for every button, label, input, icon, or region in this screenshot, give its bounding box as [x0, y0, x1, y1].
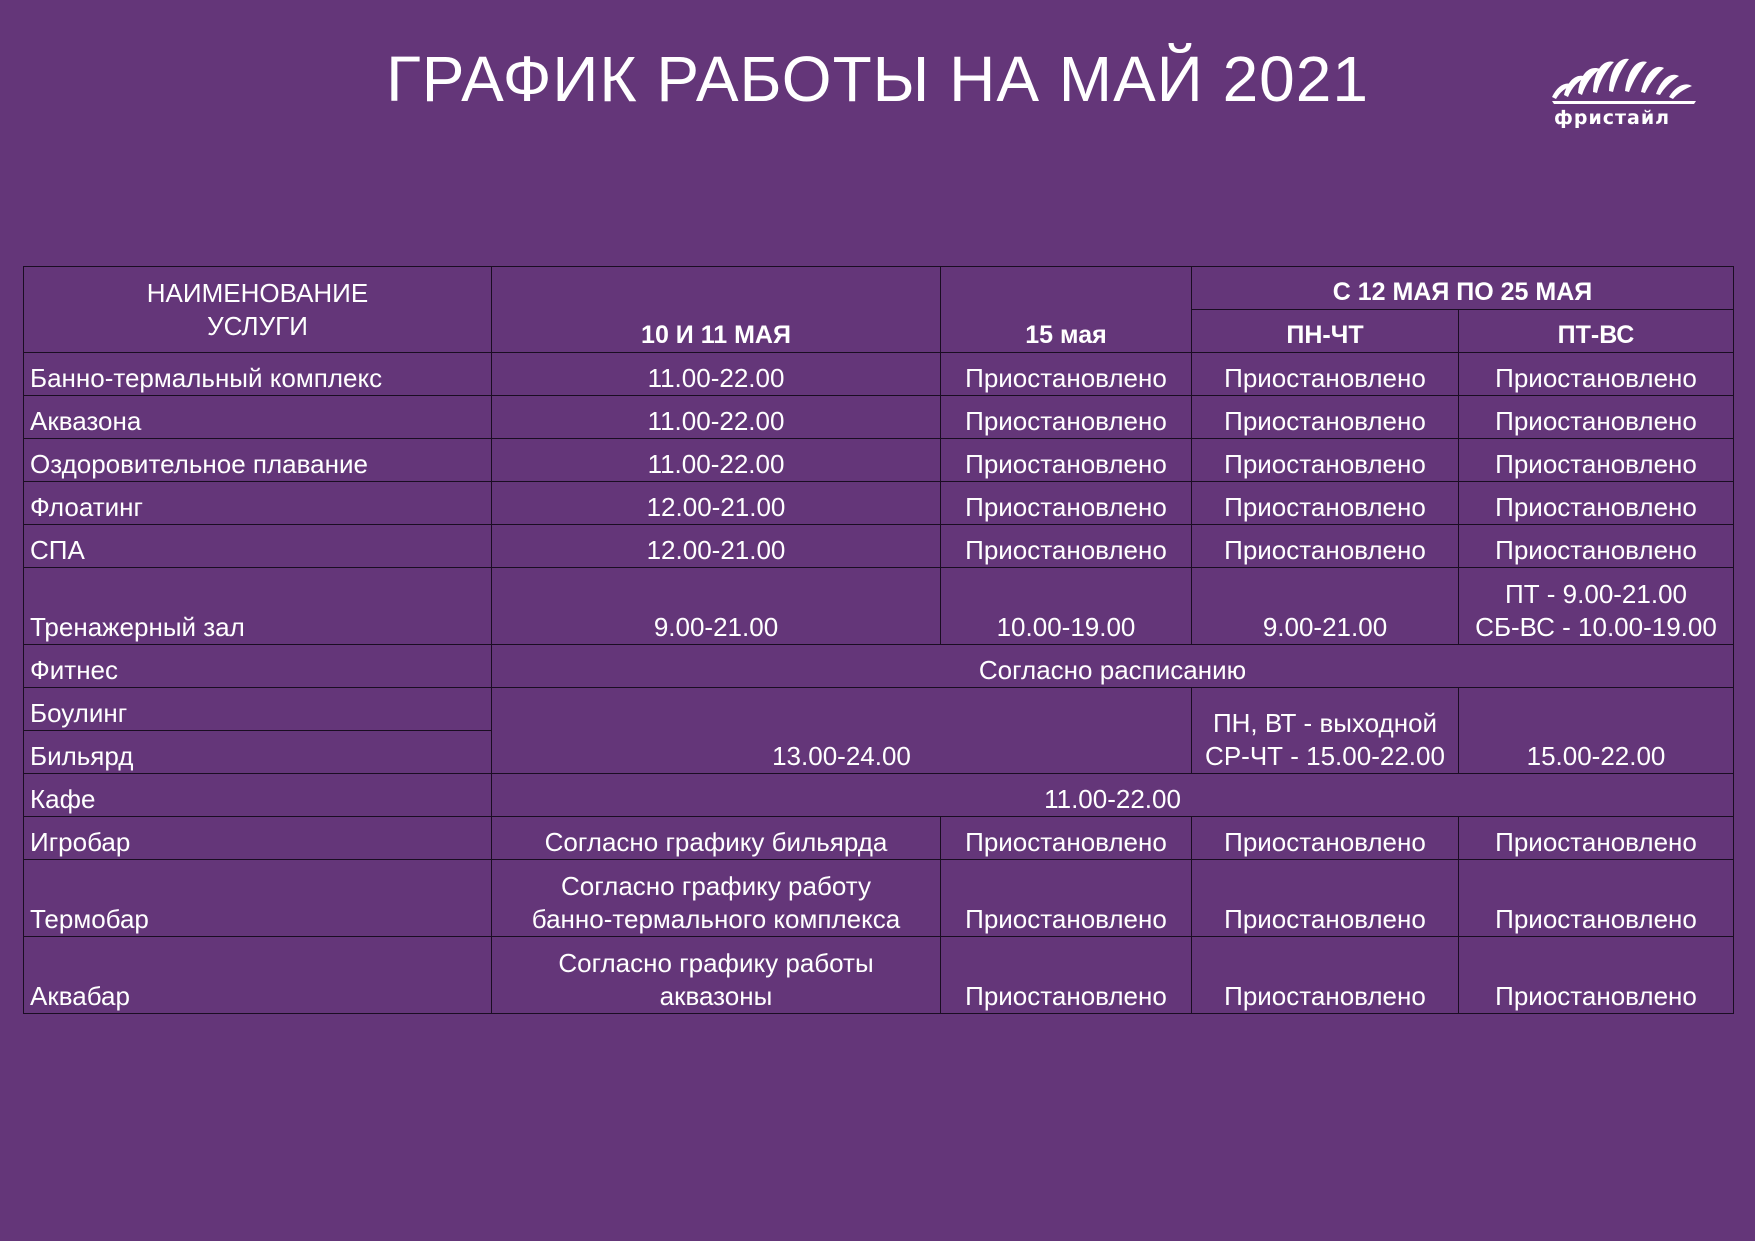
- cell-fri-sun: Приостановлено: [1459, 817, 1734, 860]
- cell-may15: Приостановлено: [941, 396, 1192, 439]
- brand-logo: [1548, 55, 1703, 135]
- cell-may10-11: 12.00-21.00: [492, 525, 941, 568]
- cell-mon-thu: Приостановлено: [1192, 482, 1459, 525]
- service-name: Бильярд: [24, 731, 492, 774]
- service-name: Аквабар: [24, 937, 492, 1014]
- service-name: Термобар: [24, 860, 492, 937]
- cell-mon-thu: 9.00-21.00: [1192, 568, 1459, 645]
- logo-text: фристайл: [1554, 107, 1671, 129]
- cell-may10-11: 12.00-21.00: [492, 482, 941, 525]
- cell-line: ПТ - 9.00-21.00: [1505, 579, 1687, 609]
- cell-fri-sun: Приостановлено: [1459, 482, 1734, 525]
- cell-fri-sun: Приостановлено: [1459, 860, 1734, 937]
- service-name: Игробар: [24, 817, 492, 860]
- cell-fri-sun: 15.00-22.00: [1459, 688, 1734, 774]
- page-title: ГРАФИК РАБОТЫ НА МАЙ 2021: [386, 43, 1369, 115]
- header-fri-sun: ПТ-ВС: [1459, 310, 1734, 353]
- table-row: [24, 396, 1734, 439]
- cell-mon-thu: Приостановлено: [1192, 817, 1459, 860]
- cell-may10-11: [492, 860, 941, 937]
- cell-mon-thu: Приостановлено: [1192, 860, 1459, 937]
- table-row: [24, 568, 1734, 645]
- header-mon-thu: ПН-ЧТ: [1192, 310, 1459, 353]
- table-row: [24, 482, 1734, 525]
- cell-may15: Приостановлено: [941, 525, 1192, 568]
- cell-line: ПН, ВТ - выходной: [1212, 708, 1438, 738]
- cell-fri-sun: Приостановлено: [1459, 439, 1734, 482]
- service-name: Оздоровительное плавание: [24, 439, 492, 482]
- cell-fri-sun: Приостановлено: [1459, 937, 1734, 1014]
- header-row-1: [24, 267, 1734, 310]
- cell-may15: Приостановлено: [941, 937, 1192, 1014]
- schedule-table: [23, 266, 1734, 1014]
- header-service: [24, 267, 492, 353]
- cell-fri-sun: [1459, 568, 1734, 645]
- cell-may15: Приостановлено: [941, 817, 1192, 860]
- cell-fri-sun: Приостановлено: [1459, 396, 1734, 439]
- header-may15: 15 мая: [941, 267, 1192, 353]
- table-row: [24, 860, 1734, 937]
- service-name: Флоатинг: [24, 482, 492, 525]
- cell-may15: 10.00-19.00: [941, 568, 1192, 645]
- cell-may10-11: 9.00-21.00: [492, 568, 941, 645]
- table-row: [24, 817, 1734, 860]
- header-service-label: НАИМЕНОВАНИЕ УСЛУГИ: [146, 277, 369, 341]
- feather-fan-logo-icon: [1548, 55, 1703, 115]
- header-period: С 12 МАЯ ПО 25 МАЯ: [1192, 267, 1734, 310]
- service-name: Аквазона: [24, 396, 492, 439]
- cell-may10-11: 11.00-22.00: [492, 353, 941, 396]
- service-name: Кафе: [24, 774, 492, 817]
- table-row: [24, 353, 1734, 396]
- service-name: Фитнес: [24, 645, 492, 688]
- header-may10-11: 10 И 11 МАЯ: [492, 267, 941, 353]
- cell-mon-thu: Приостановлено: [1192, 439, 1459, 482]
- cell-may15: Приостановлено: [941, 860, 1192, 937]
- table-row: [24, 937, 1734, 1014]
- service-name: Боулинг: [24, 688, 492, 731]
- cell-may10-15: 13.00-24.00: [492, 688, 1192, 774]
- cell-may15: Приостановлено: [941, 353, 1192, 396]
- table-row: [24, 645, 1734, 688]
- cell-may10-11: 11.00-22.00: [492, 439, 941, 482]
- service-name: СПА: [24, 525, 492, 568]
- cell-line: Согласно графику работу: [561, 871, 871, 901]
- cell-line: СБ-ВС - 10.00-19.00: [1475, 612, 1717, 642]
- table-row: [24, 774, 1734, 817]
- cell-may15: Приостановлено: [941, 482, 1192, 525]
- service-name: Банно-термальный комплекс: [24, 353, 492, 396]
- cell-line: аквазоны: [659, 981, 773, 1011]
- cell-may10-11: 11.00-22.00: [492, 396, 941, 439]
- cell-line: СР-ЧТ - 15.00-22.00: [1205, 741, 1445, 771]
- cell-mon-thu: Приостановлено: [1192, 353, 1459, 396]
- cell-fri-sun: Приостановлено: [1459, 525, 1734, 568]
- cell-line: Согласно графику работы: [558, 948, 874, 978]
- cell-all-days: Согласно расписанию: [492, 645, 1734, 688]
- cell-may10-11: Согласно графику бильярда: [492, 817, 941, 860]
- table-row: [24, 525, 1734, 568]
- cell-may10-11: [492, 937, 941, 1014]
- cell-all-days: 11.00-22.00: [492, 774, 1734, 817]
- cell-mon-thu: [1192, 688, 1459, 774]
- service-name: Тренажерный зал: [24, 568, 492, 645]
- table-row: [24, 439, 1734, 482]
- cell-mon-thu: Приостановлено: [1192, 396, 1459, 439]
- cell-fri-sun: Приостановлено: [1459, 353, 1734, 396]
- cell-line: банно-термального комплекса: [531, 904, 901, 934]
- cell-may15: Приостановлено: [941, 439, 1192, 482]
- cell-mon-thu: Приостановлено: [1192, 937, 1459, 1014]
- cell-mon-thu: Приостановлено: [1192, 525, 1459, 568]
- table-row: [24, 688, 1734, 731]
